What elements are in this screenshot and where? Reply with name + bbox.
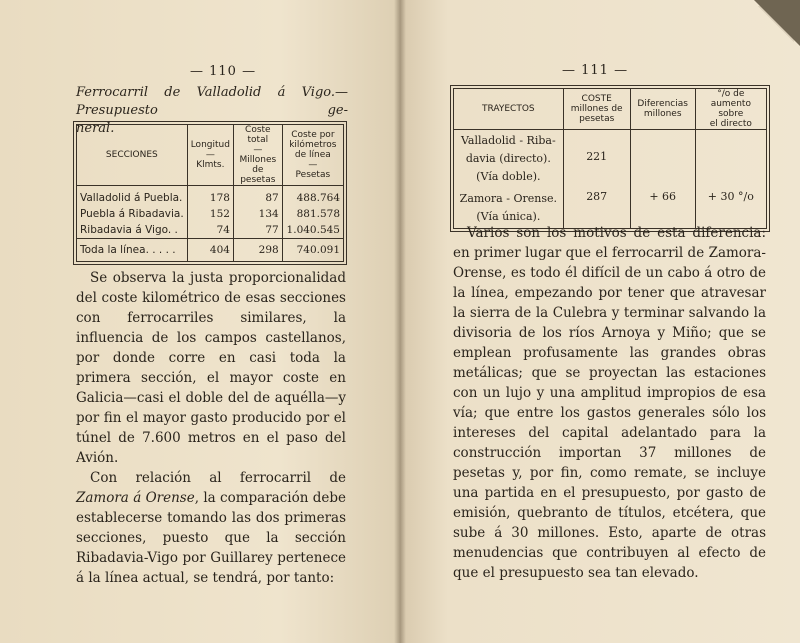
page-number: — 111 — (562, 63, 629, 78)
italic-place-name: Zamora á Orense (76, 490, 195, 506)
cell-coste: 287 (563, 188, 630, 229)
cell-coste-total: 298 (233, 239, 282, 262)
body-text (453, 223, 766, 583)
cell-seccion: Valladolid á Puebla. (77, 186, 188, 207)
cell-coste-km: 881.578 (296, 208, 340, 220)
paragraph: Se observa la justa proporcionalidad del coste kilométrico de esas secciones con ferrocarriles similares, la influencia de los campos castellanos, por donde corre en casi toda la primera sección, el mayor coste en Galicia—casi el doble del de aquélla—y por fin el mayor gasto producido por el túnel de 7.600 metros en el paso del Avión. (76, 270, 346, 466)
header-coste: COSTE millones de pesetas (563, 89, 630, 130)
table-row (77, 222, 344, 239)
cell-diferencia (630, 130, 695, 189)
table-row (77, 186, 344, 207)
cell-trayecto: Zamora - Orense. (Vía única). (454, 188, 564, 229)
cell-seccion: Puebla á Ribadavia. (77, 206, 188, 222)
paragraph: Varios son los motivos de esta diferencia: en primer lugar que el ferrocarril de Zamora-Orense, es todo él difícil de un cabo á otro de la línea, empezando por tener que atravesar la sierra de la Culebra y terminar salvando la divisoria de los ríos Arnoya y Miño; que se emplean profusamente las grandes obras metálicas; que se proyectan las estaciones con un lujo y una amplitud impropios de esa vía; que entre los gastos generales sólo los intereses del capital adelantado para la construcción importan 37 millones de pesetas y, por fin, como remate, se incluye una partida en el presupuesto, por gasto de emisión, quebranto de títulos, etcétera, que sube á 30 millones. Esto, aparte de otras menudencias que contribuyen al efecto de que el presupuesto sea tan elevado. (453, 225, 766, 581)
header-trayectos: TRAYECTOS (454, 89, 564, 130)
cell-diferencia: + 66 (630, 188, 695, 229)
cell-aumento: + 30 °/o (707, 190, 754, 203)
table-row (77, 206, 344, 222)
header-diferencias: Diferencias millones (630, 89, 695, 130)
cell-coste-km: 488.764 (296, 192, 340, 204)
cell-coste-km: 1.040.545 (286, 224, 340, 236)
cell-coste-total: 87 (233, 186, 282, 207)
cell-seccion: Toda la línea. . . . . (77, 239, 188, 262)
sections-cost-table (76, 124, 344, 262)
cell-longitud: 74 (187, 222, 233, 239)
cell-coste-total: 77 (233, 222, 282, 239)
header-coste-km: Coste por kilómetros de línea — Pesetas (282, 125, 343, 186)
body-text (76, 268, 346, 588)
cell-coste: 221 (563, 130, 630, 189)
cell-trayecto: Valladolid - Riba- davia (directo). (Vía doble). (454, 130, 564, 189)
cell-coste-total: 134 (233, 206, 282, 222)
table-row (454, 130, 767, 189)
routes-comparison-table (453, 88, 767, 229)
caption-line-1: Ferrocarril de Valladolid á Vigo.—Presupuesto ge- (76, 85, 348, 118)
header-longitud: Longitud — Klmts. (187, 125, 233, 186)
caption-line-2: neral. (76, 121, 115, 136)
header-secciones: SECCIONES (77, 125, 188, 186)
right-page (400, 0, 800, 643)
paragraph: Con relación al ferrocarril de Zamora á Orense, la comparación debe establecerse tomando las dos primeras secciones, puesto que la sección Ribadavia-Vigo por Guillarey pertenece á la línea actual, se tendrá, por tanto: (76, 470, 346, 586)
cell-aumento (695, 130, 766, 189)
header-coste-total: Coste total — Millones de pesetas (233, 125, 282, 186)
folded-corner-shadow (754, 0, 800, 46)
cell-longitud: 152 (187, 206, 233, 222)
cell-seccion: Ribadavia á Vigo. . (77, 222, 188, 239)
header-aumento: °/o de aumento sobre el directo (695, 89, 766, 130)
table-total-row (77, 239, 344, 262)
cell-coste-km: 740.091 (282, 239, 343, 262)
book-gutter (394, 0, 406, 643)
cell-longitud: 404 (187, 239, 233, 262)
cell-longitud: 178 (187, 186, 233, 207)
page-number: — 110 — (190, 64, 257, 79)
